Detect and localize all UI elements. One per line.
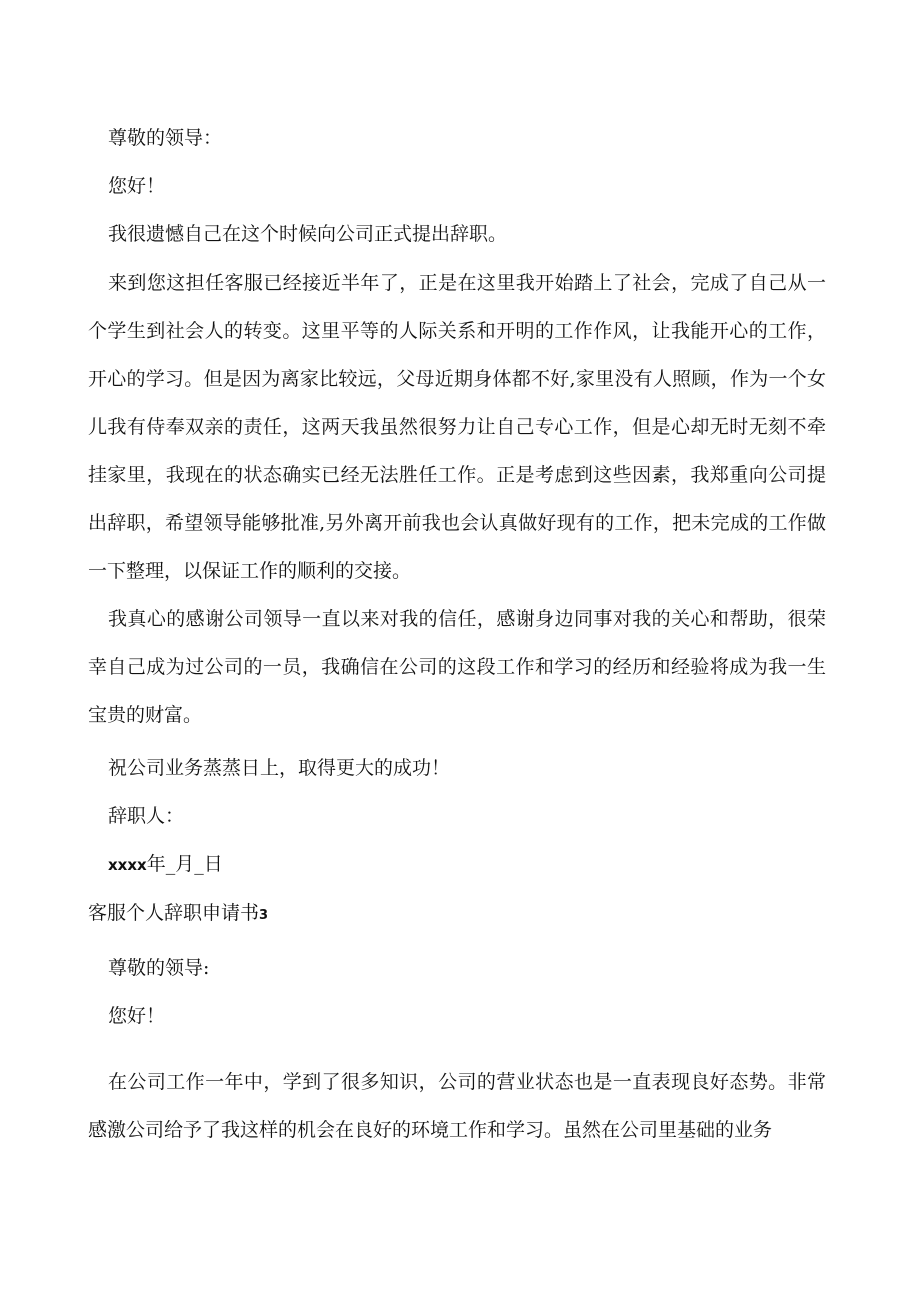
- body-paragraph: 来到您这担任客服已经接近半年了，正是在这里我开始踏上了社会，完成了自己从一个学生到社会人的转变。这里平等的人际关系和开明的工作作风，让我能开心的工作，开心的学习。但是因为离家比较远，父母近期身体都不好,家里没有人照顾，作为一个女儿我有侍奉双亲的责任，这两天我虽然很努力让自己专心工作，但是心却无时无刻不牵挂家里，我现在的状态确实已经无法胜任工作。正是考虑到这些因素，我郑重向公司提出辞职，希望领导能够批准,另外离开前我也会认真做好现有的工作，把未完成的工作做一下整理，以保证工作的顺利的交接。: [88, 272, 826, 582]
- body-paragraph-2: 在公司工作一年中，学到了很多知识，公司的营业状态也是一直表现良好态势。非常感激公司给予了我这样的机会在良好的环境工作和学习。虽然在公司里基础的业务: [88, 1071, 826, 1141]
- salutation-2: 尊敬的领导:: [108, 957, 210, 979]
- wish-line: 祝公司业务蒸蒸日上，取得更大的成功！: [108, 757, 451, 779]
- opening-paragraph: 我很遗憾自己在这个时候向公司正式提出辞职。: [108, 223, 508, 245]
- date-line: [108, 851, 832, 878]
- section-title-text: 客服个人辞职申请书: [88, 902, 260, 924]
- salutation: 尊敬的领导：: [108, 127, 223, 149]
- date-year-placeholder: xxxx: [108, 856, 147, 874]
- signature-label: 辞职人：: [108, 805, 185, 827]
- date-rest: 年_月_日: [146, 853, 223, 875]
- section-title: [88, 900, 268, 929]
- greeting-2: 您好！: [108, 1005, 166, 1027]
- thanks-paragraph: 我真心的感谢公司领导一直以来对我的信任，感谢身边同事对我的关心和帮助，很荣幸自己成为过公司的一员，我确信在公司的这段工作和学习的经历和经验将成为我一生宝贵的财富。: [88, 608, 826, 726]
- section-title-number: 3: [259, 908, 269, 923]
- greeting: 您好！: [108, 175, 166, 197]
